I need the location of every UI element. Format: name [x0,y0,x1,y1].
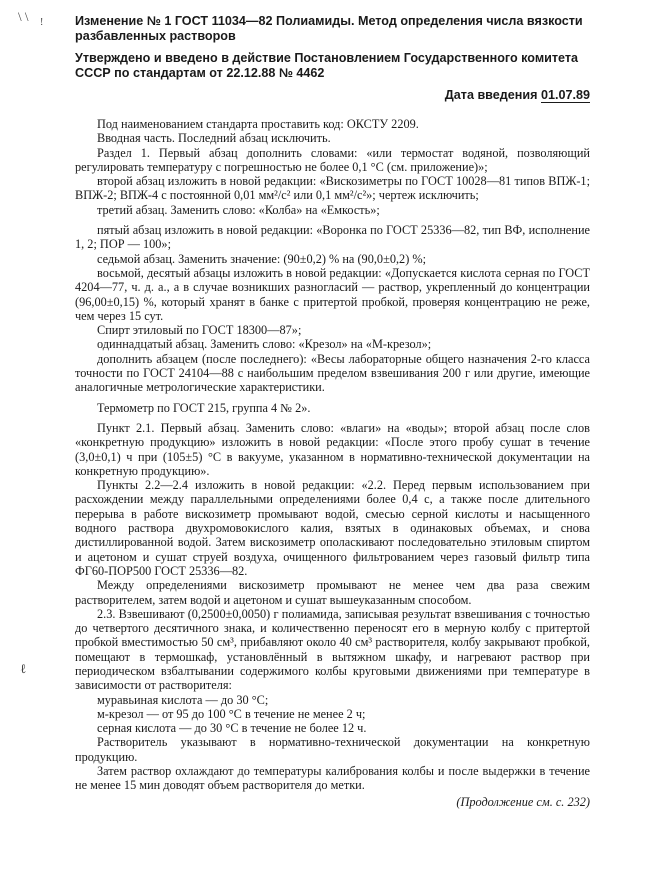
paragraph: Затем раствор охлаждают до температуры калибрования колбы и после выдержки в течение не менее 15 мин доводят объем растворителя до метки. [75,764,590,793]
paragraph: Раздел 1. Первый абзац дополнить словами: «или термостат водяной, позволяющий регулировать температуру с погрешностью не более 0,1 °С (см. приложение)»; [75,145,590,174]
paragraph: Термометр по ГОСТ 215, группа 4 № 2». [97,400,311,415]
document-body [75,117,590,809]
paragraph: Пункты 2.2—2.4 изложить в новой редакции: «2.2. Перед первым использованием при расхождении между параллельными определениями более 0,4 с, а также после длительного перерыва в работе вискозиметр промывают водой, смесью серной кислоты и насыщенного водного раствора двухромовокислого калия, взятых в одинаковых объемах, и снова дистиллированной водой. Затем вискозиметр ополаскивают последовательно этиловым спиртом и ацетоном и сушат струей воздуха, очищенного фильтрованием через газовый фильтр типа ФГ60-ПОР500 ГОСТ 25336—82. [75,478,590,578]
continuation-note: (Продолжение см. с. 232) [456,794,590,809]
approval-statement: Утверждено и введено в действие Постановлением Государственного комитета СССР по стандартам от 22.12.88 № 4462 [75,51,579,80]
paragraph: муравьиная кислота — до 30 °С; [97,692,269,707]
paragraph: Спирт этиловый по ГОСТ 18300—87»; [97,323,302,338]
margin-mark-left-mid: ℓ [20,661,27,676]
paragraph: одиннадцатый абзац. Заменить слово: «Крезол» на «М-крезол»; [97,337,432,352]
paragraph: второй абзац изложить в новой редакции: «Вискозиметры по ГОСТ 10028—81 типов ВПЖ-1; ВПЖ-2; ВПЖ-4 с постоянной 0,01 мм²/с² или 0,1 мм²/с²»; чертеж исключить; [75,174,590,203]
paragraph: Пункт 2.1. Первый абзац. Заменить слово: «влаги» на «воды»; второй абзац после слов «конкретную продукцию» изложить в новой редакции: «После этого пробу сушат в течение (3,0±0,1) ч при (105±5) °С в вакууме, указанном в нормативно-технической документации на конкретную продукцию». [75,420,590,478]
paragraph: м-крезол — от 95 до 100 °С в течение не менее 2 ч; [97,706,366,721]
date-value: 01.07.89 [540,88,590,102]
document-title: Изменение № 1 ГОСТ 11034—82 Полиамиды. Метод определения числа вязкости разбавленных растворов [75,14,583,43]
paragraph: восьмой, десятый абзацы изложить в новой редакции: «Допускается кислота серная по ГОСТ 4204—77, ч. д. а., а в случае возникших разногласий — раствор, укрепленный до концентрации (96,00±0,15) %, который хранят в банке с притертой пробкой, проверяя концентрацию не реже, чем через 15 сут. [75,265,590,323]
paragraph: Между определениями вискозиметр промывают не менее чем два раза свежим растворителем, затем водой и ацетоном и сушат вышеуказанным способом. [75,578,590,607]
paragraph: серная кислота — до 30 °С в течение не более 12 ч. [97,721,367,736]
margin-mark-top-left: \ \ [18,9,29,24]
paragraph: третий абзац. Заменить слово: «Колба» на «Емкость»; [97,202,380,217]
document-header [75,14,590,103]
margin-mark-top-left-small: ! [40,17,44,28]
date-label: Дата введения [444,88,538,102]
effective-date [75,88,590,103]
paragraph: 2.3. Взвешивают (0,2500±0,0050) г полиамида, записывая результат взвешивания с точностью до четвертого десятичного знака, и количественно переносят его в мерную колбу с притертой пробкой вместимостью 50 см³, прибавляют около 40 см³ растворителя, колбу закрывают пробкой, помещают в термошкаф, установлённый в вытяжном шкафу, и нагревают раствор при периодическом взбалтывании содержимого колбы круговыми движениями при температуре в зависимости от растворителя: [75,606,590,693]
paragraph: Растворитель указывают в нормативно-технической документации на конкретную продукцию. [75,735,590,764]
paragraph: Под наименованием стандарта проставить код: ОКСТУ 2209. [97,117,419,131]
paragraph: седьмой абзац. Заменить значение: (90±0,2) % на (90,0±0,2) %; [97,251,427,266]
paragraph: дополнить абзацем (после последнего): «Весы лабораторные общего назначения 2-го класса точности по ГОСТ 24104—88 с наибольшим пределом взвешивания 200 г или другие, имеющие аналогичные метрологические характеристики. [75,351,590,395]
paragraph: Вводная часть. Последний абзац исключить. [97,131,331,146]
paragraph: пятый абзац изложить в новой редакции: «Воронка по ГОСТ 25336—82, тип ВФ, исполнение 1, 2; ПОР — 100»; [75,223,590,252]
